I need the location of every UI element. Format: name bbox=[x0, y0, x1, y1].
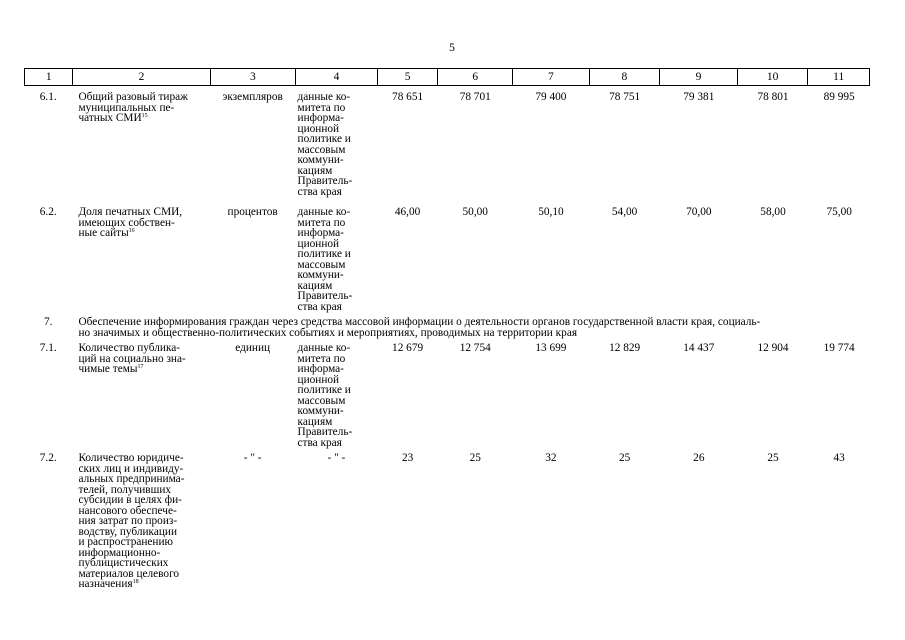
column-header-7: 7 bbox=[513, 69, 590, 86]
source-line: кациям bbox=[297, 164, 333, 177]
indicator-name-line: назначения bbox=[78, 578, 133, 590]
indicator-name-line: имеющих собствен- bbox=[78, 216, 175, 229]
indicator-name-line: Количество юридиче- bbox=[78, 452, 184, 464]
indicator-name-line: ций на социально зна- bbox=[78, 352, 186, 365]
indicator-name-line: ные сайты bbox=[78, 227, 129, 239]
unit-cell: процентов bbox=[227, 206, 278, 218]
indicator-name bbox=[72, 343, 209, 453]
value-cell: 19 774 bbox=[823, 342, 855, 354]
source-cell: - " - bbox=[327, 452, 346, 464]
indicator-name-line: Количество публика- bbox=[78, 342, 181, 354]
value-cell: 23 bbox=[401, 452, 414, 464]
footnote-marker: 18 bbox=[132, 579, 139, 585]
column-header-10: 10 bbox=[737, 69, 808, 86]
value-cell: 25 bbox=[618, 452, 631, 464]
section-title-line: Обеспечение информирования граждан через средства массовой информации о деятельности органов государственной власти края, социаль- bbox=[78, 316, 761, 328]
value-cell: 78 651 bbox=[392, 91, 424, 103]
source-cell bbox=[296, 92, 378, 207]
table-row bbox=[24, 207, 870, 317]
source-line: информа- bbox=[297, 112, 344, 124]
footnote-marker: 17 bbox=[137, 364, 144, 370]
indicator-name bbox=[72, 453, 209, 593]
table-row bbox=[24, 453, 870, 593]
value-cell: 58,00 bbox=[760, 206, 786, 218]
source-line: ства края bbox=[297, 185, 342, 198]
footnote-marker: 15 bbox=[141, 113, 148, 119]
column-header-3: 3 bbox=[210, 69, 296, 86]
source-line: Правитель- bbox=[297, 290, 353, 302]
column-number-header bbox=[24, 68, 870, 86]
value-cell: 78 701 bbox=[459, 91, 491, 103]
source-line: данные ко- bbox=[297, 206, 351, 218]
source-line: политике и bbox=[297, 248, 351, 260]
section-title bbox=[72, 317, 870, 343]
value-cell: 43 bbox=[833, 452, 845, 464]
indicator-name-line: публицистических bbox=[78, 557, 169, 569]
value-cell: 79 400 bbox=[535, 91, 567, 103]
source-cell bbox=[296, 343, 378, 453]
source-line: ства края bbox=[297, 436, 342, 449]
column-header-6: 6 bbox=[438, 69, 513, 86]
indicator-name-line: субсидии в целях фи- bbox=[78, 494, 182, 506]
source-line: данные ко- bbox=[297, 91, 351, 103]
source-line: политике и bbox=[297, 133, 351, 145]
row-number: 7.1. bbox=[39, 342, 57, 354]
value-cell: 75,00 bbox=[826, 206, 852, 218]
section-title-line: но значимых и общественно-политических событиях и мероприятиях, проводимых на территории края bbox=[78, 326, 578, 339]
value-cell: 14 437 bbox=[683, 342, 715, 354]
row-number: 6.1. bbox=[39, 91, 57, 103]
source-line: митета по bbox=[297, 216, 346, 229]
footnote-marker: 16 bbox=[128, 228, 135, 234]
source-line: митета по bbox=[297, 101, 346, 114]
page-number: 5 bbox=[449, 40, 455, 54]
source-line: массовым bbox=[297, 143, 346, 156]
table-row bbox=[24, 343, 870, 453]
source-line: ства края bbox=[297, 300, 342, 313]
source-line: информа- bbox=[297, 363, 344, 375]
indicator-name-line: муниципальных пе- bbox=[78, 101, 175, 114]
column-header-11: 11 bbox=[808, 69, 870, 86]
value-cell: 78 801 bbox=[757, 91, 789, 103]
indicator-name-line: альных предпринима- bbox=[78, 473, 185, 485]
source-line: массовым bbox=[297, 258, 346, 271]
indicator-name-line: и распространению bbox=[78, 536, 173, 548]
indicator-name-line: Общий разовый тираж bbox=[78, 91, 188, 103]
indicator-name-line: ния затрат по произ- bbox=[78, 515, 178, 527]
indicator-name-line: чимые темы bbox=[78, 363, 138, 375]
row-number: 7.2. bbox=[39, 452, 57, 464]
value-cell: 26 bbox=[693, 452, 705, 464]
value-cell: 12 829 bbox=[609, 342, 641, 354]
source-line: коммуни- bbox=[297, 405, 344, 417]
indicator-name-line: ских лиц и индивиду- bbox=[78, 462, 184, 475]
value-cell: 13 699 bbox=[535, 342, 567, 354]
unit-cell: экземпляров bbox=[222, 91, 283, 103]
column-header-9: 9 bbox=[660, 69, 738, 86]
source-cell bbox=[296, 207, 378, 317]
column-header-8: 8 bbox=[589, 69, 660, 86]
value-cell: 79 381 bbox=[683, 91, 715, 103]
source-line: митета по bbox=[297, 352, 346, 365]
indicator-name-line: водству, публикации bbox=[78, 525, 178, 538]
source-line: коммуни- bbox=[297, 154, 344, 166]
value-cell: 70,00 bbox=[686, 206, 712, 218]
indicator-name-line: телей, получивших bbox=[78, 483, 172, 496]
row-number: 6.2. bbox=[39, 206, 57, 218]
source-line: Правитель- bbox=[297, 426, 353, 438]
value-cell: 12 904 bbox=[757, 342, 789, 354]
indicator-name-line: чатных СМИ bbox=[78, 112, 142, 124]
source-line: данные ко- bbox=[297, 342, 351, 354]
source-line: ционной bbox=[297, 373, 340, 386]
source-line: Правитель- bbox=[297, 175, 353, 187]
indicator-name-line: информационно- bbox=[78, 546, 161, 559]
value-cell: 54,00 bbox=[611, 206, 638, 218]
value-cell: 12 679 bbox=[392, 342, 424, 354]
column-header-1: 1 bbox=[25, 69, 73, 86]
section-number: 7. bbox=[43, 316, 53, 328]
indicator-name-line: материалов целевого bbox=[78, 567, 180, 580]
source-line: ционной bbox=[297, 122, 340, 135]
column-header-2: 2 bbox=[73, 69, 210, 86]
source-line: коммуни- bbox=[297, 269, 344, 281]
table-row bbox=[24, 92, 870, 207]
section-row bbox=[24, 317, 870, 343]
unit-cell: единиц bbox=[235, 342, 271, 354]
value-cell: 46,00 bbox=[394, 206, 421, 218]
indicator-name-line: Доля печатных СМИ, bbox=[78, 206, 183, 218]
source-line: массовым bbox=[297, 394, 346, 407]
indicators-table bbox=[24, 92, 870, 593]
indicator-name-line: нансового обеспече- bbox=[78, 504, 177, 517]
column-header-4: 4 bbox=[296, 69, 378, 86]
source-line: кациям bbox=[297, 279, 333, 292]
value-cell: 12 754 bbox=[459, 342, 491, 354]
value-cell: 25 bbox=[469, 452, 481, 464]
value-cell: 50,00 bbox=[462, 206, 488, 218]
indicator-name bbox=[72, 207, 209, 317]
value-cell: 32 bbox=[545, 452, 557, 464]
value-cell: 50,10 bbox=[538, 206, 564, 218]
value-cell: 89 995 bbox=[823, 91, 855, 103]
indicator-name bbox=[72, 92, 209, 207]
source-line: информа- bbox=[297, 227, 344, 239]
source-line: ционной bbox=[297, 237, 340, 250]
source-line: политике и bbox=[297, 384, 351, 396]
source-line: кациям bbox=[297, 415, 333, 428]
value-cell: 78 751 bbox=[609, 91, 641, 103]
value-cell: 25 bbox=[767, 452, 779, 464]
column-header-5: 5 bbox=[377, 69, 438, 86]
unit-cell: - " - bbox=[243, 452, 262, 464]
